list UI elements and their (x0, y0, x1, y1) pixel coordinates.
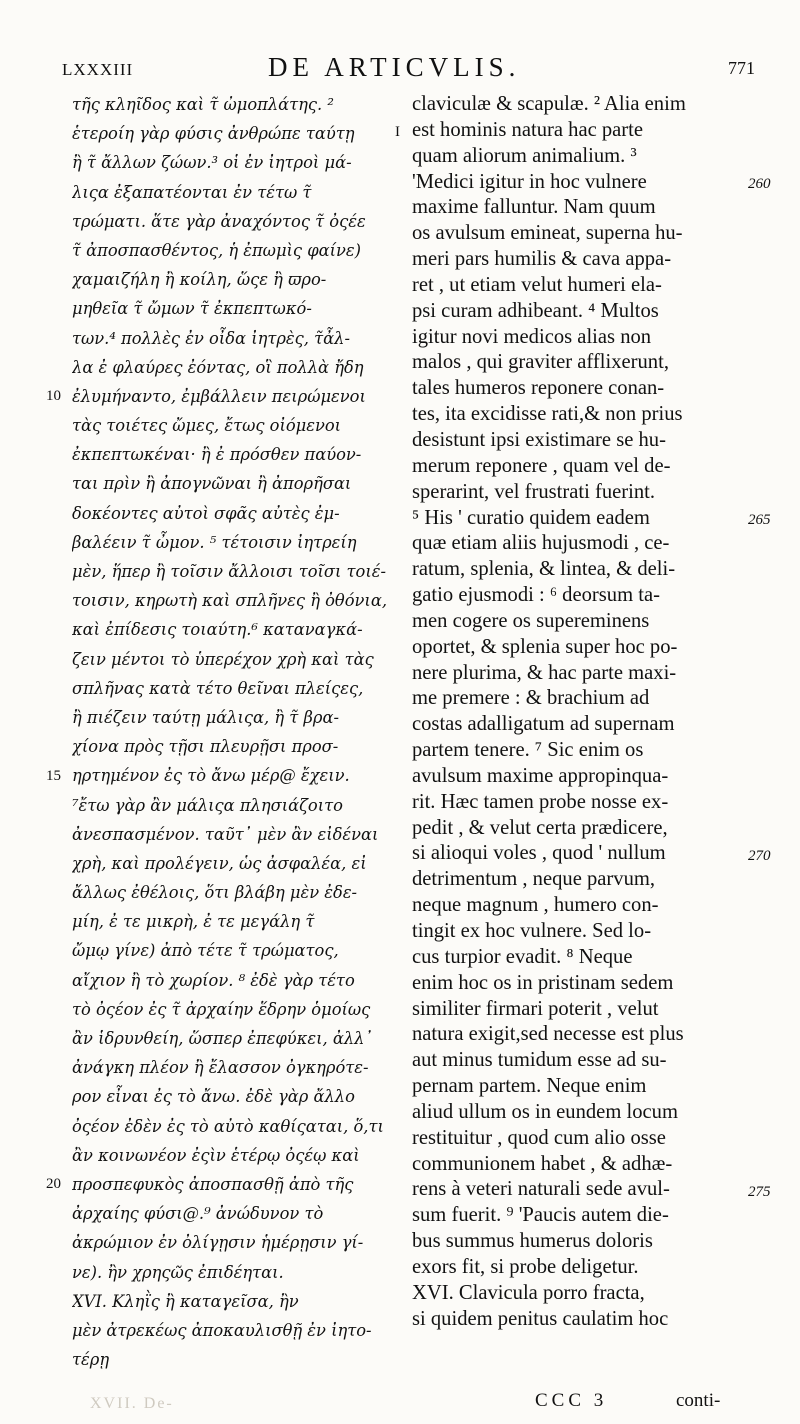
greek-text-line: τέρῃ (72, 1350, 110, 1370)
latin-text-line: igitur novi medicos alias non (412, 325, 652, 348)
latin-text-line: psi curam adhibeant. ⁴ Multos (412, 299, 659, 322)
latin-text-line: men cogere os supereminens (412, 609, 650, 632)
latin-text-line: quæ etiam aliis hujusmodi , ce- (412, 532, 670, 555)
greek-text-line: μηθεῖα τ̃ ὤμων τ̃ ἐκπεπτωκό- (72, 299, 312, 319)
greek-text-line: τὰς τοιέτες ὤμες, ἔτως οἰόμενοι (72, 416, 342, 436)
latin-text-line: avulsum maxime appropinqua- (412, 764, 669, 787)
latin-text-line: detrimentum , neque parvum, (412, 868, 656, 891)
latin-text-line: rens à veteri naturali sede avul- (412, 1178, 670, 1201)
greek-text-line: XVI. Κληῒς ἢ καταγεῖσα, ἢν (72, 1291, 299, 1311)
greek-text-line: χρὴ, καὶ προλέγειν, ὡς ἀσφαλέα, εἰ (72, 853, 367, 873)
greek-text-line: ται πρὶν ἢ ἀπογνῶναι ἢ ἀπορῆσαι (72, 474, 352, 494)
greek-text-line: μὲν ἀτρεκέως ἀποκαυλισθῇ ἐν ἰητο- (72, 1320, 372, 1340)
greek-text-line: προσπεφυκὸς ἀποσπασθῇ ἀπὸ τῆς (72, 1174, 354, 1194)
latin-text-line: ret , ut etiam velut humeri ela- (412, 273, 662, 296)
latin-text-line: quam aliorum animalium. ³ (412, 144, 637, 167)
latin-text-line: costas adalligatum ad supernam (412, 713, 675, 736)
line-number: 265 (748, 511, 771, 528)
greek-text-line: ἀνεσπασμένον. ταῦτ᾽ μὲν ἂν εἰδέναι (72, 824, 379, 844)
greek-text-line: ἀκρώμιον ἐν ὀλίγῃσιν ἡμέρῃσιν γί- (72, 1233, 364, 1253)
greek-text-line: ἂν ἱδρυνθείη, ὥσπερ ἐπεφύκει, ἀλλ᾽ (72, 1029, 373, 1048)
latin-text-line: claviculæ & scapulæ. ² Alia enim (412, 93, 686, 115)
greek-text-line: μίη, ἐ τε μικρὴ, ἐ τε μεγάλη τ̃ (72, 912, 315, 932)
latin-text-column (412, 92, 742, 1333)
catchword: conti- (676, 1390, 721, 1411)
latin-text-line: neque magnum , humero con- (412, 894, 659, 917)
greek-text-line: αἴχιον ἢ τὸ χωρίον. ⁸ ἐδὲ γὰρ τέτο (72, 970, 355, 990)
latin-text-line: pedit , & velut certa prædicere, (412, 816, 668, 839)
greek-text-line: βαλέειν τ̃ ὦμον. ⁵ τέτοισιν ἰητρείη (72, 532, 357, 552)
greek-text-line: χίονα πρὸς τῇσι πλευρῇσι προσ- (72, 737, 339, 757)
greek-text-line: ὤμῳ γίνε) ἀπὸ τέτε τ̃ τρώματος, (72, 941, 339, 961)
greek-text-line: νε). ἢν χρηςῶς ἐπιδέηται. (72, 1262, 284, 1282)
latin-text-line: rit. Hæc tamen probe nosse ex- (412, 790, 669, 813)
greek-text-line: ἀνάγκη πλέον ἢ ἔλασσον ὀγκηρότε- (72, 1058, 369, 1078)
latin-text-line: malos , qui graviter afflixerunt, (412, 351, 669, 374)
greek-text-line: καὶ ἐπίδεσις τοιαύτη.⁶ καταναγκά- (72, 620, 363, 640)
latin-text-line: enim hoc os in pristinam sedem (412, 971, 674, 994)
greek-text-line: τῆς κληῖδος καὶ τ̃ ὠμοπλάτης. ² (72, 95, 334, 114)
line-number: 260 (748, 175, 771, 192)
greek-text-line: τὸ ὀςέον ἐς τ̃ ἀρχαίην ἕδρην ὁμοίως (72, 999, 371, 1019)
latin-text-line: si alioqui voles , quod ' nullum (412, 842, 666, 865)
latin-text-line: bus summus humerus doloris (412, 1230, 653, 1253)
latin-text-line: ⁵ His ' curatio quidem eadem (412, 506, 650, 529)
greek-text-column (72, 90, 400, 1374)
greek-text-line: τοισιν, κηρωτὴ καὶ σπλῆνες ἢ ὀθόνια, (72, 591, 387, 611)
greek-text-line: ζειν μέντοι τὸ ὑπερέχον χρὴ καὶ τὰς (72, 649, 374, 669)
greek-text-line: ⁷ἔτω γὰρ ἂν μάλιςα πλησιάζοιτο (72, 795, 343, 815)
greek-text-line: ηρτημένον ἐς τὸ ἄνω μέρ@ ἔχειν. (72, 766, 350, 786)
section-number: LXXXIII (62, 60, 134, 79)
greek-text-line: χαμαιζήλη ἢ κοίλη, ὥςε ἢ ϖρο- (72, 270, 327, 290)
latin-text-line: merum reponere , quam vel de- (412, 454, 671, 477)
greek-text-line: ἂν κοινωνέον ἐςὶν ἑτέρῳ ὀςέῳ καὶ (72, 1145, 360, 1165)
latin-text-line: meri pars humilis & cava appa- (412, 248, 672, 271)
latin-text-line: os avulsum emineat, superna hu- (412, 222, 683, 245)
greek-text-line: ἢ πιέζειν ταύτῃ μάλιςα, ἢ τ̃ βρα- (72, 707, 339, 727)
gutter-mark: I (395, 124, 400, 140)
greek-text-line: τ̃ ἀποσπασθέντος, ἡ ἐπωμὶς φαίνε) (72, 240, 361, 260)
latin-text-line: sum fuerit. ⁹ 'Paucis autem die- (412, 1204, 669, 1227)
greek-text-line: ἀρχαίης φύσι@.⁹ ἀνώδυνον τὸ (72, 1204, 324, 1224)
greek-text-line: ἢ τ̃ ἄλλων ζώων.³ οἱ ἐν ἰητροὶ μά- (72, 153, 352, 173)
greek-text-line: λα ἐ φλαύρες ἐόντας, οἳ πολλὰ ἤδη (72, 357, 364, 377)
latin-text-line: oportet, & splenia super hoc po- (412, 635, 678, 658)
latin-text-line: natura exigit,sed necesse est plus (412, 1023, 684, 1046)
latin-text-line: desistunt ipsi existimare se hu- (412, 428, 666, 451)
greek-text-line: ἄλλως ἐθέλοις, ὅτι βλάβη μὲν ἐδε- (72, 883, 358, 903)
latin-text-line: tales humeros reponere conan- (412, 377, 665, 400)
latin-text-line: est hominis natura hac parte (412, 118, 644, 141)
line-number: 10 (46, 388, 61, 404)
latin-text-line: sperarint, vel frustrati fuerint. (412, 480, 656, 503)
latin-text-line: partem tenere. ⁷ Sic enim os (412, 739, 644, 762)
greek-text-line: ἐλυμήναντο, ἐμβάλλειν πειρώμενοι (72, 386, 366, 406)
latin-text-line: me premere : & brachium ad (412, 687, 650, 710)
line-number: 20 (46, 1176, 61, 1193)
latin-text-line: XVI. Clavicula porro fracta, (412, 1281, 645, 1304)
greek-text-line: δοκέοντες αὐτοὶ σφᾶς αὐτὲς ἐμ- (72, 503, 340, 523)
latin-text-line: similiter firmari poterit , velut (412, 997, 659, 1020)
latin-text-line: tingit ex hoc vulnere. Sed lo- (412, 920, 652, 942)
latin-text-line: aliud ullum os in eundem locum (412, 1100, 678, 1123)
latin-text-line: gatio ejusmodi : ⁶ deorsum ta- (412, 584, 660, 607)
greek-text-line: ρον εἶναι ἐς τὸ ἄνω. ἐδὲ γὰρ ἄλλο (72, 1087, 355, 1107)
latin-text-line: exors fit, si probe deligetur. (412, 1255, 639, 1278)
latin-text-line: 'Medici igitur in hoc vulnere (412, 170, 647, 193)
line-number: 275 (748, 1183, 771, 1200)
greek-text-line: λιςα ἐξαπατέονται ἐν τέτω τ̃ (72, 182, 312, 202)
signature-mark: CCC 3 (535, 1390, 608, 1411)
greek-text-line: ὀςέον ἐδὲν ἐς τὸ αὐτὸ καθίςαται, ὅ,τι (72, 1116, 384, 1136)
latin-text-line: ratum, splenia, & lintea, & deli- (412, 558, 676, 581)
line-number: 270 (748, 847, 771, 864)
running-title: DE ARTICVLIS. (268, 52, 521, 82)
greek-text-line: των.⁴ πολλὲς ἐν οἶδα ἰητρὲς, τ̃ἆλ- (72, 328, 350, 348)
page-header (0, 50, 800, 90)
latin-text-line: communionem habet , & adhæ- (412, 1152, 673, 1175)
latin-text-line: maxime falluntur. Nam quum (412, 196, 656, 219)
latin-text-line: aut minus tumidum esse ad su- (412, 1049, 667, 1072)
latin-text-line: pernam partem. Neque enim (412, 1075, 647, 1098)
greek-text-line: ἐκπεπτωκέναι· ἢ ἐ πρόσθεν παύον- (72, 445, 362, 465)
line-number: 15 (46, 767, 61, 784)
latin-text-line: tes, ita excidisse rati,& non prius (412, 403, 683, 426)
latin-text-line: si quidem penitus caulatim hoc (412, 1307, 669, 1330)
latin-text-line: cus turpior evadit. ⁸ Neque (412, 945, 633, 968)
greek-text-line: σπλῆνας κατὰ τέτο θεῖναι πλείςες, (72, 678, 364, 698)
greek-text-line: τρώματι. ἅτε γὰρ ἀναχόντος τ̃ ὀςέε (72, 211, 366, 231)
latin-text-line: restituitur , quod cum alio osse (412, 1126, 666, 1149)
latin-text-line: nere plurima, & hac parte maxi- (412, 661, 677, 684)
greek-text-line: μὲν, ἥπερ ἢ τοῖσιν ἄλλοισι τοῖσι τοιέ- (72, 562, 386, 581)
showthrough-text: XVII. De- (90, 1395, 174, 1412)
page-number: 771 (728, 58, 755, 78)
greek-text-line: ἑτεροίη γὰρ φύσις ἀνθρώπε ταύτῃ (72, 124, 355, 144)
